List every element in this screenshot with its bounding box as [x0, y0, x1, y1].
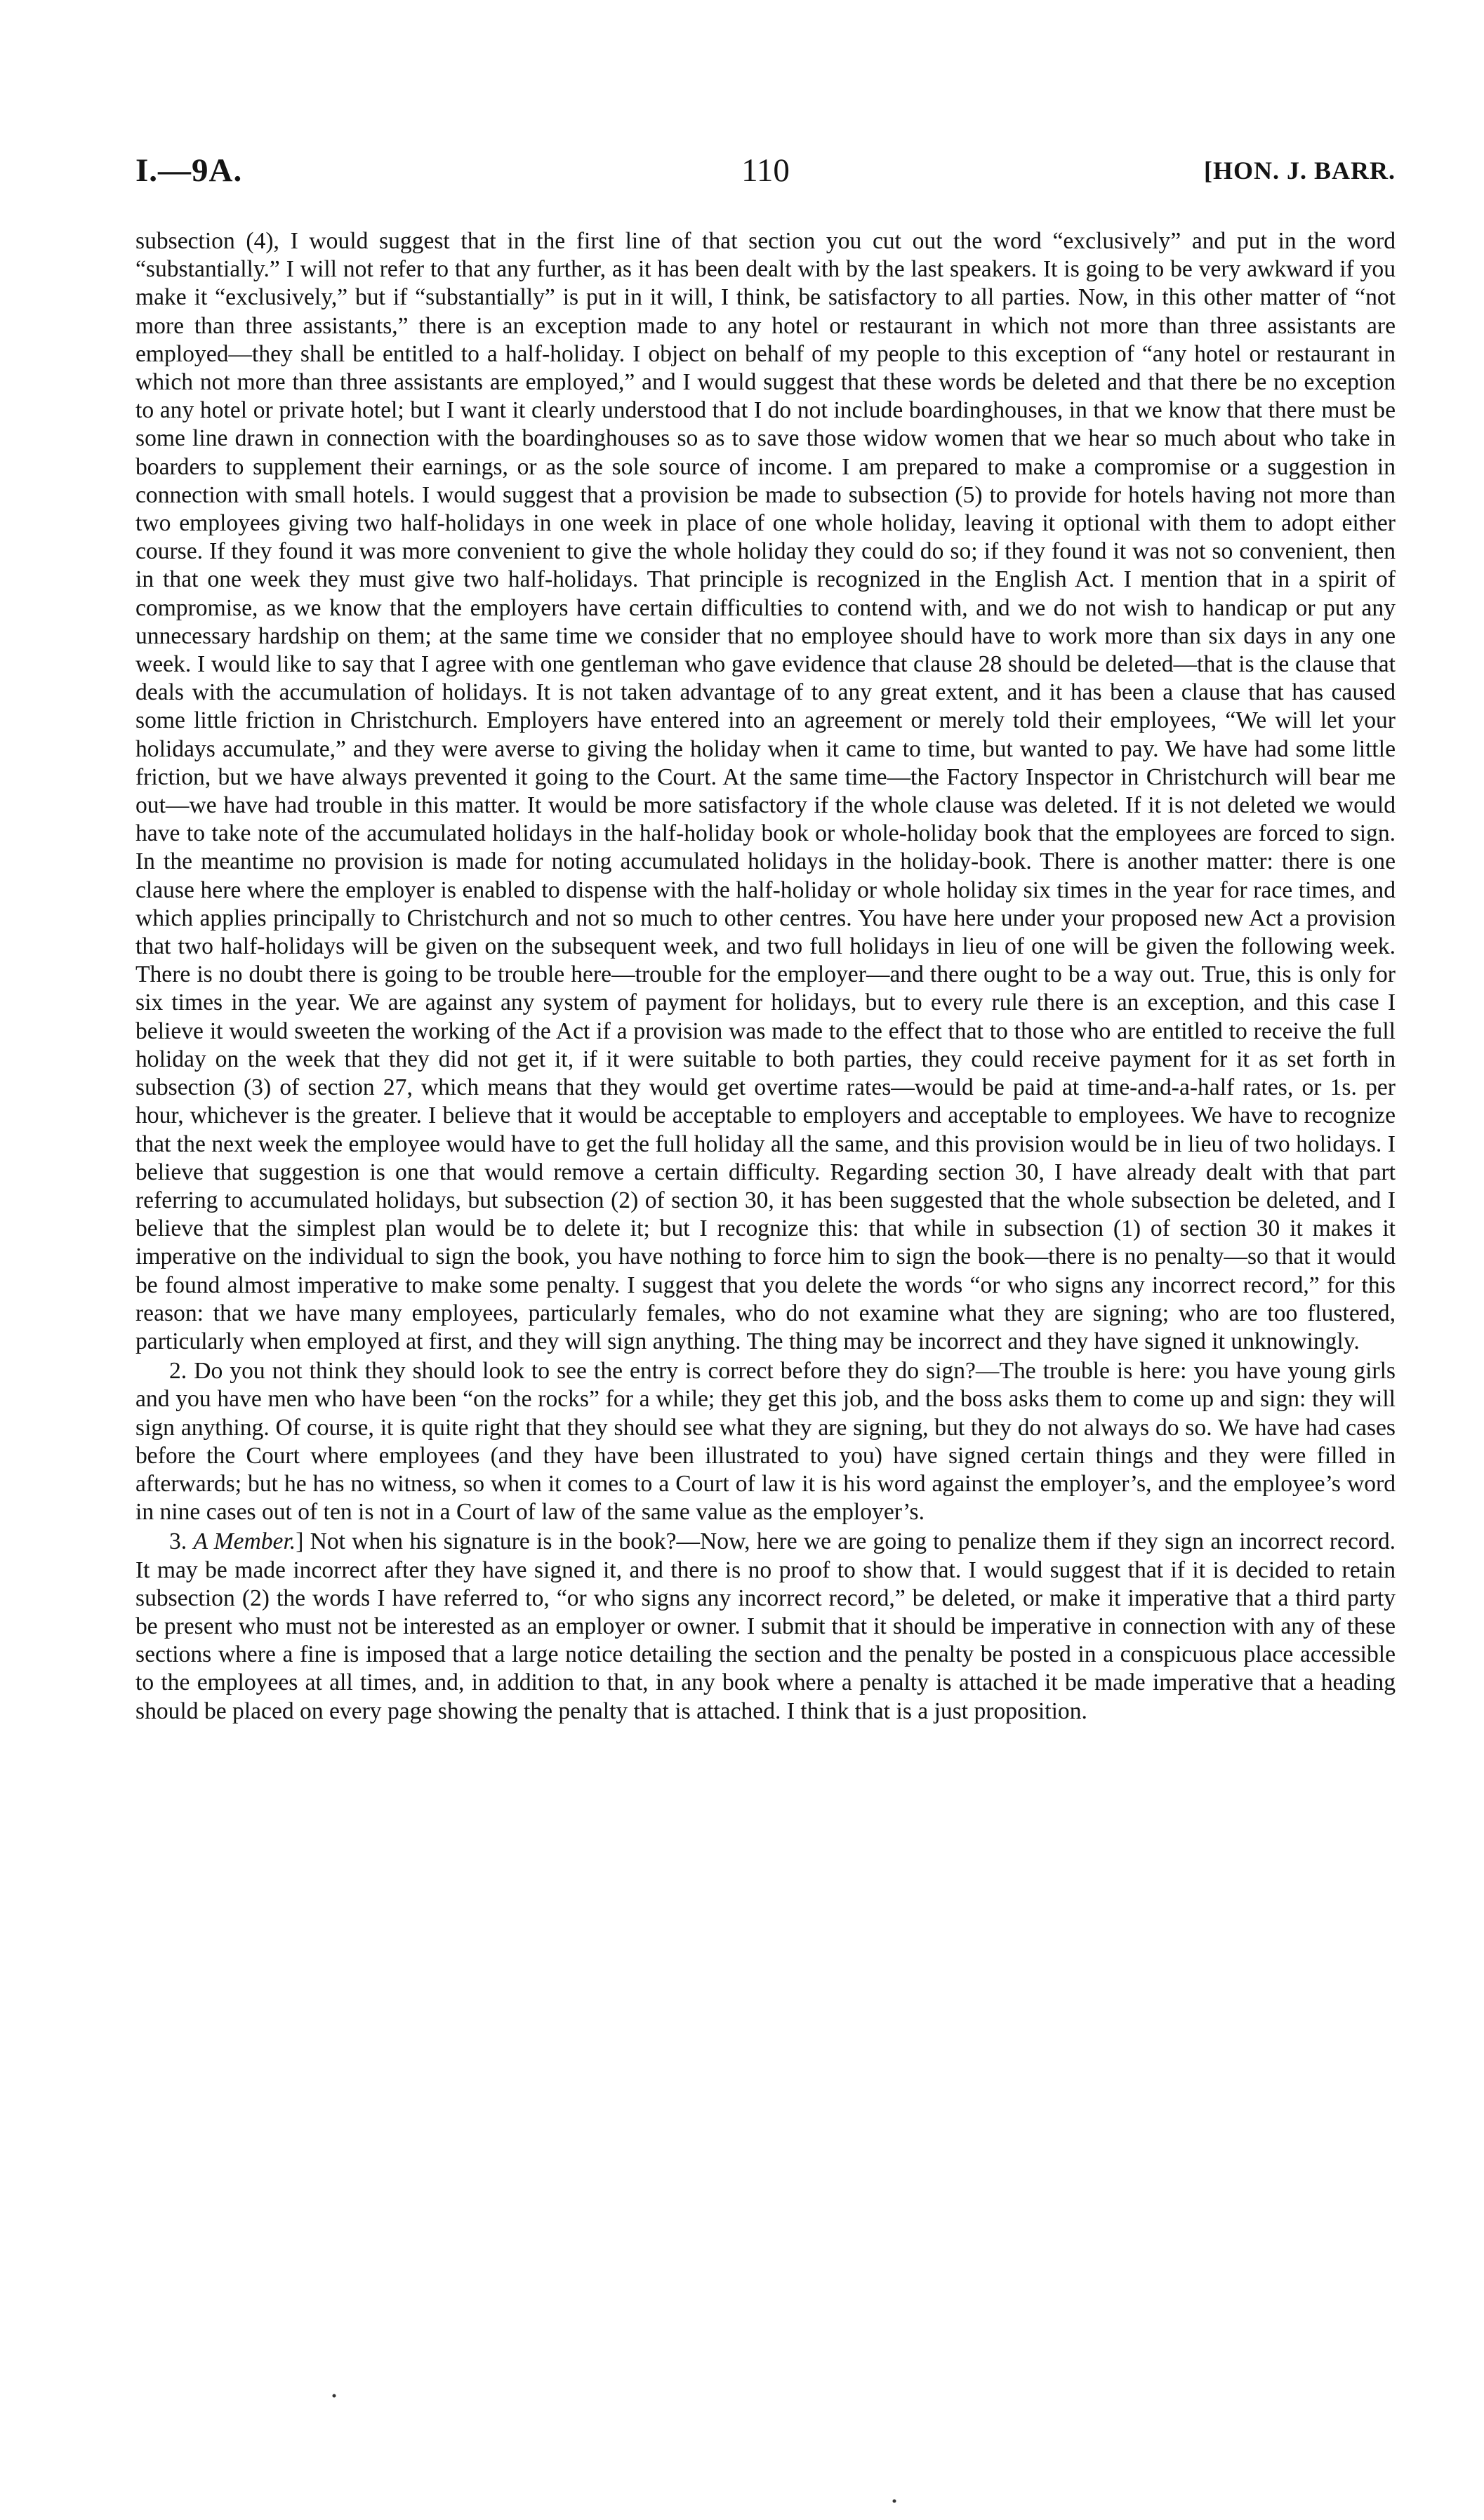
- interjecting-speaker: A Member.: [193, 1528, 296, 1555]
- page-number: 110: [741, 152, 790, 189]
- scan-speck: [893, 2500, 896, 2503]
- speaker-heading: [HON. J. BARR.: [1204, 156, 1396, 185]
- page-header: [135, 152, 1396, 194]
- document-page: [135, 152, 1396, 1726]
- paragraph-question-3: [135, 1528, 1396, 1725]
- answer-text: ] Not when his signature is in the book?—Now, here we are going to penalize them if they sign an incorrect record. It may be made incorrect after they have signed it, and there is no proof to show that. I would suggest that if it is decided to retain subsection (2) the words I have referred to, “or who signs any incorrect record,” be deleted, or make it imperative that a third party be present who must not be interested as an employer or owner. I submit that it should be imperative in connection with any of these sections where a fine is imposed that a large notice detailing the section and the penalty be posted in a conspicuous place accessible to the employees at all times, and, in addition to that, in any book where a penalty is attached it be made imperative that a heading should be placed on every page showing the penalty that is attached. I think that is a just proposition.: [135, 1528, 1396, 1724]
- report-reference: I.—9A.: [135, 152, 243, 189]
- paragraph-question-2: 2. Do you not think they should look to see the entry is correct before they do sign?—The trouble is here: you have young girls and you have men who have been “on the rocks” for a while; they get this job, and the boss asks them to come up and sign: they will sign anything. Of course, it is quite right that they should see what they are signing, but they do not always do so. We have had cases before the Court where employees (and they have been illustrated to you) have signed certain things and they were filled in afterwards; but he has no witness, so when it comes to a Court of law it is his word against the employer’s, and the employee’s word in nine cases out of ten is not in a Court of law of the same value as the employer’s.: [135, 1358, 1396, 1526]
- body-text: [135, 227, 1396, 1726]
- question-number: 3.: [169, 1528, 194, 1555]
- scan-speck: [333, 2394, 336, 2398]
- paragraph-continuation: subsection (4), I would suggest that in the first line of that section you cut out the word “exclusively” and put in the word “substantially.” I will not refer to that any further, as it has been dealt with by the last speakers. It is going to be very awkward if you make it “exclusively,” but if “substantially” is put in it will, I think, be satisfactory to all parties. Now, in this other matter of “not more than three assistants,” there is an exception made to any hotel or restaurant in which not more than three assistants are employed—they shall be entitled to a half-holiday. I object on behalf of my people to this exception of “any hotel or restaurant in which not more than three assistants are employed,” and I would suggest that these words be deleted and that there be no exception to any hotel or private hotel; but I want it clearly understood that I do not include boardinghouses, in that we know that there must be some line drawn in connection with the boardinghouses so as to save those widow women that we hear so much about who take in boarders to supplement their earnings, or as the sole source of income. I am prepared to make a compromise or a suggestion in connection with small hotels. I would suggest that a provision be made to subsection (5) to provide for hotels having not more than two employees giving two half-holidays in one week in place of one whole holiday, leaving it optional with them to adopt either course. If they found it was more convenient to give the whole holiday they could do so; if they found it was not so convenient, then in that one week they must give two half-holidays. That principle is recognized in the English Act. I mention that in a spirit of compromise, as we know that the employers have certain difficulties to contend with, and we do not wish to handicap or put any unnecessary hardship on them; at the same time we consider that no employee should have to work more than six days in any one week. I would like to say that I agree with one gentleman who gave evidence that clause 28 should be deleted—that is the clause that deals with the accumulation of holidays. It is not taken advantage of to any great extent, and it has been a clause that has caused some little friction in Christchurch. Employers have entered into an agreement or merely told their employees, “We will let your holidays accumulate,” and they were averse to giving the holiday when it came to time, but wanted to pay. We have had some little friction, but we have always prevented it going to the Court. At the same time—the Factory Inspector in Christchurch will bear me out—we have had trouble in this matter. It would be more satisfactory if the whole clause was deleted. If it is not deleted we would have to take note of the accumulated holidays in the half-holiday book or whole-holiday book that the employees are forced to sign. In the meantime no provision is made for noting accumulated holidays in the holiday-book. There is another matter: there is one clause here where the employer is enabled to dispense with the half-holiday or whole holiday six times in the year for race times, and which applies principally to Christchurch and not so much to other centres. You have here under your proposed new Act a provision that two half-holidays will be given on the subsequent week, and two full holidays in lieu of one will be given the following week. There is no doubt there is going to be trouble here—trouble for the employer—and there ought to be a way out. True, this is only for six times in the year. We are against any system of payment for holidays, but to every rule there is an exception, and this case I believe it would sweeten the working of the Act if a provision was made to the effect that to those who are entitled to receive the full holiday on the week that they did not get it, if it were suitable to both parties, they could receive payment for it as set forth in subsection (3) of section 27, which means that they would get overtime rates—would be paid at time-and-a-half rates, or 1s. per hour, whichever is the greater. I believe that it would be acceptable to employers and acceptable to employees. We have to recognize that the next week the employee would have to get the full holiday all the same, and this provision would be in lieu of two holidays. I believe that suggestion is one that would remove a certain difficulty. Regarding section 30, I have already dealt with that part referring to accumulated holidays, but subsection (2) of section 30, it has been suggested that the whole subsection be deleted, and I believe that the simplest plan would be to delete it; but I recognize this: that while in subsection (1) of section 30 it makes it imperative on the individual to sign the book, you have nothing to force him to sign the book—there is no penalty—so that it would be found almost imperative to make some penalty. I suggest that you delete the words “or who signs any incorrect record,” for this reason: that we have many employees, particularly females, who do not examine what they are signing; who are too flustered, particularly when employed at first, and they will sign anything. The thing may be incorrect and they have signed it unknowingly.: [135, 228, 1396, 1354]
